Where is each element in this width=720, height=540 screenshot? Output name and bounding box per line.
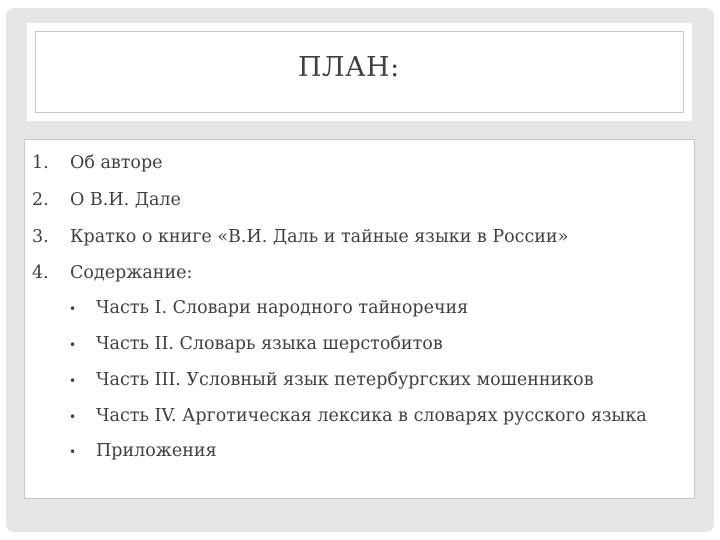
item-number: 4. (32, 263, 49, 283)
bullet-icon: • (69, 302, 77, 316)
bullet-icon: • (69, 410, 77, 424)
item-number: 1. (32, 153, 49, 173)
bullet-icon: • (69, 445, 77, 459)
list-item: Об авторе (70, 153, 163, 173)
sub-list-item: Часть I. Словари народного тайноречия (96, 298, 469, 318)
sub-list-item: Часть III. Условный язык петербургских мошенников (96, 370, 594, 390)
list-item: Содержание: (70, 263, 193, 283)
list-item: Кратко о книге «В.И. Даль и тайные языки в России» (70, 227, 569, 247)
sub-list-item: Часть II. Словарь языка шерстобитов (96, 334, 443, 354)
item-number: 2. (32, 190, 49, 210)
list-item: О В.И. Дале (70, 190, 181, 210)
item-number: 3. (32, 227, 49, 247)
sub-list-item: Приложения (96, 441, 217, 461)
bullet-icon: • (69, 338, 77, 352)
sub-list-item: Часть IV. Арготическая лексика в словарях русского языка (96, 406, 647, 426)
bullet-icon: • (69, 374, 77, 388)
slide-title: ПЛАН: (298, 52, 400, 83)
